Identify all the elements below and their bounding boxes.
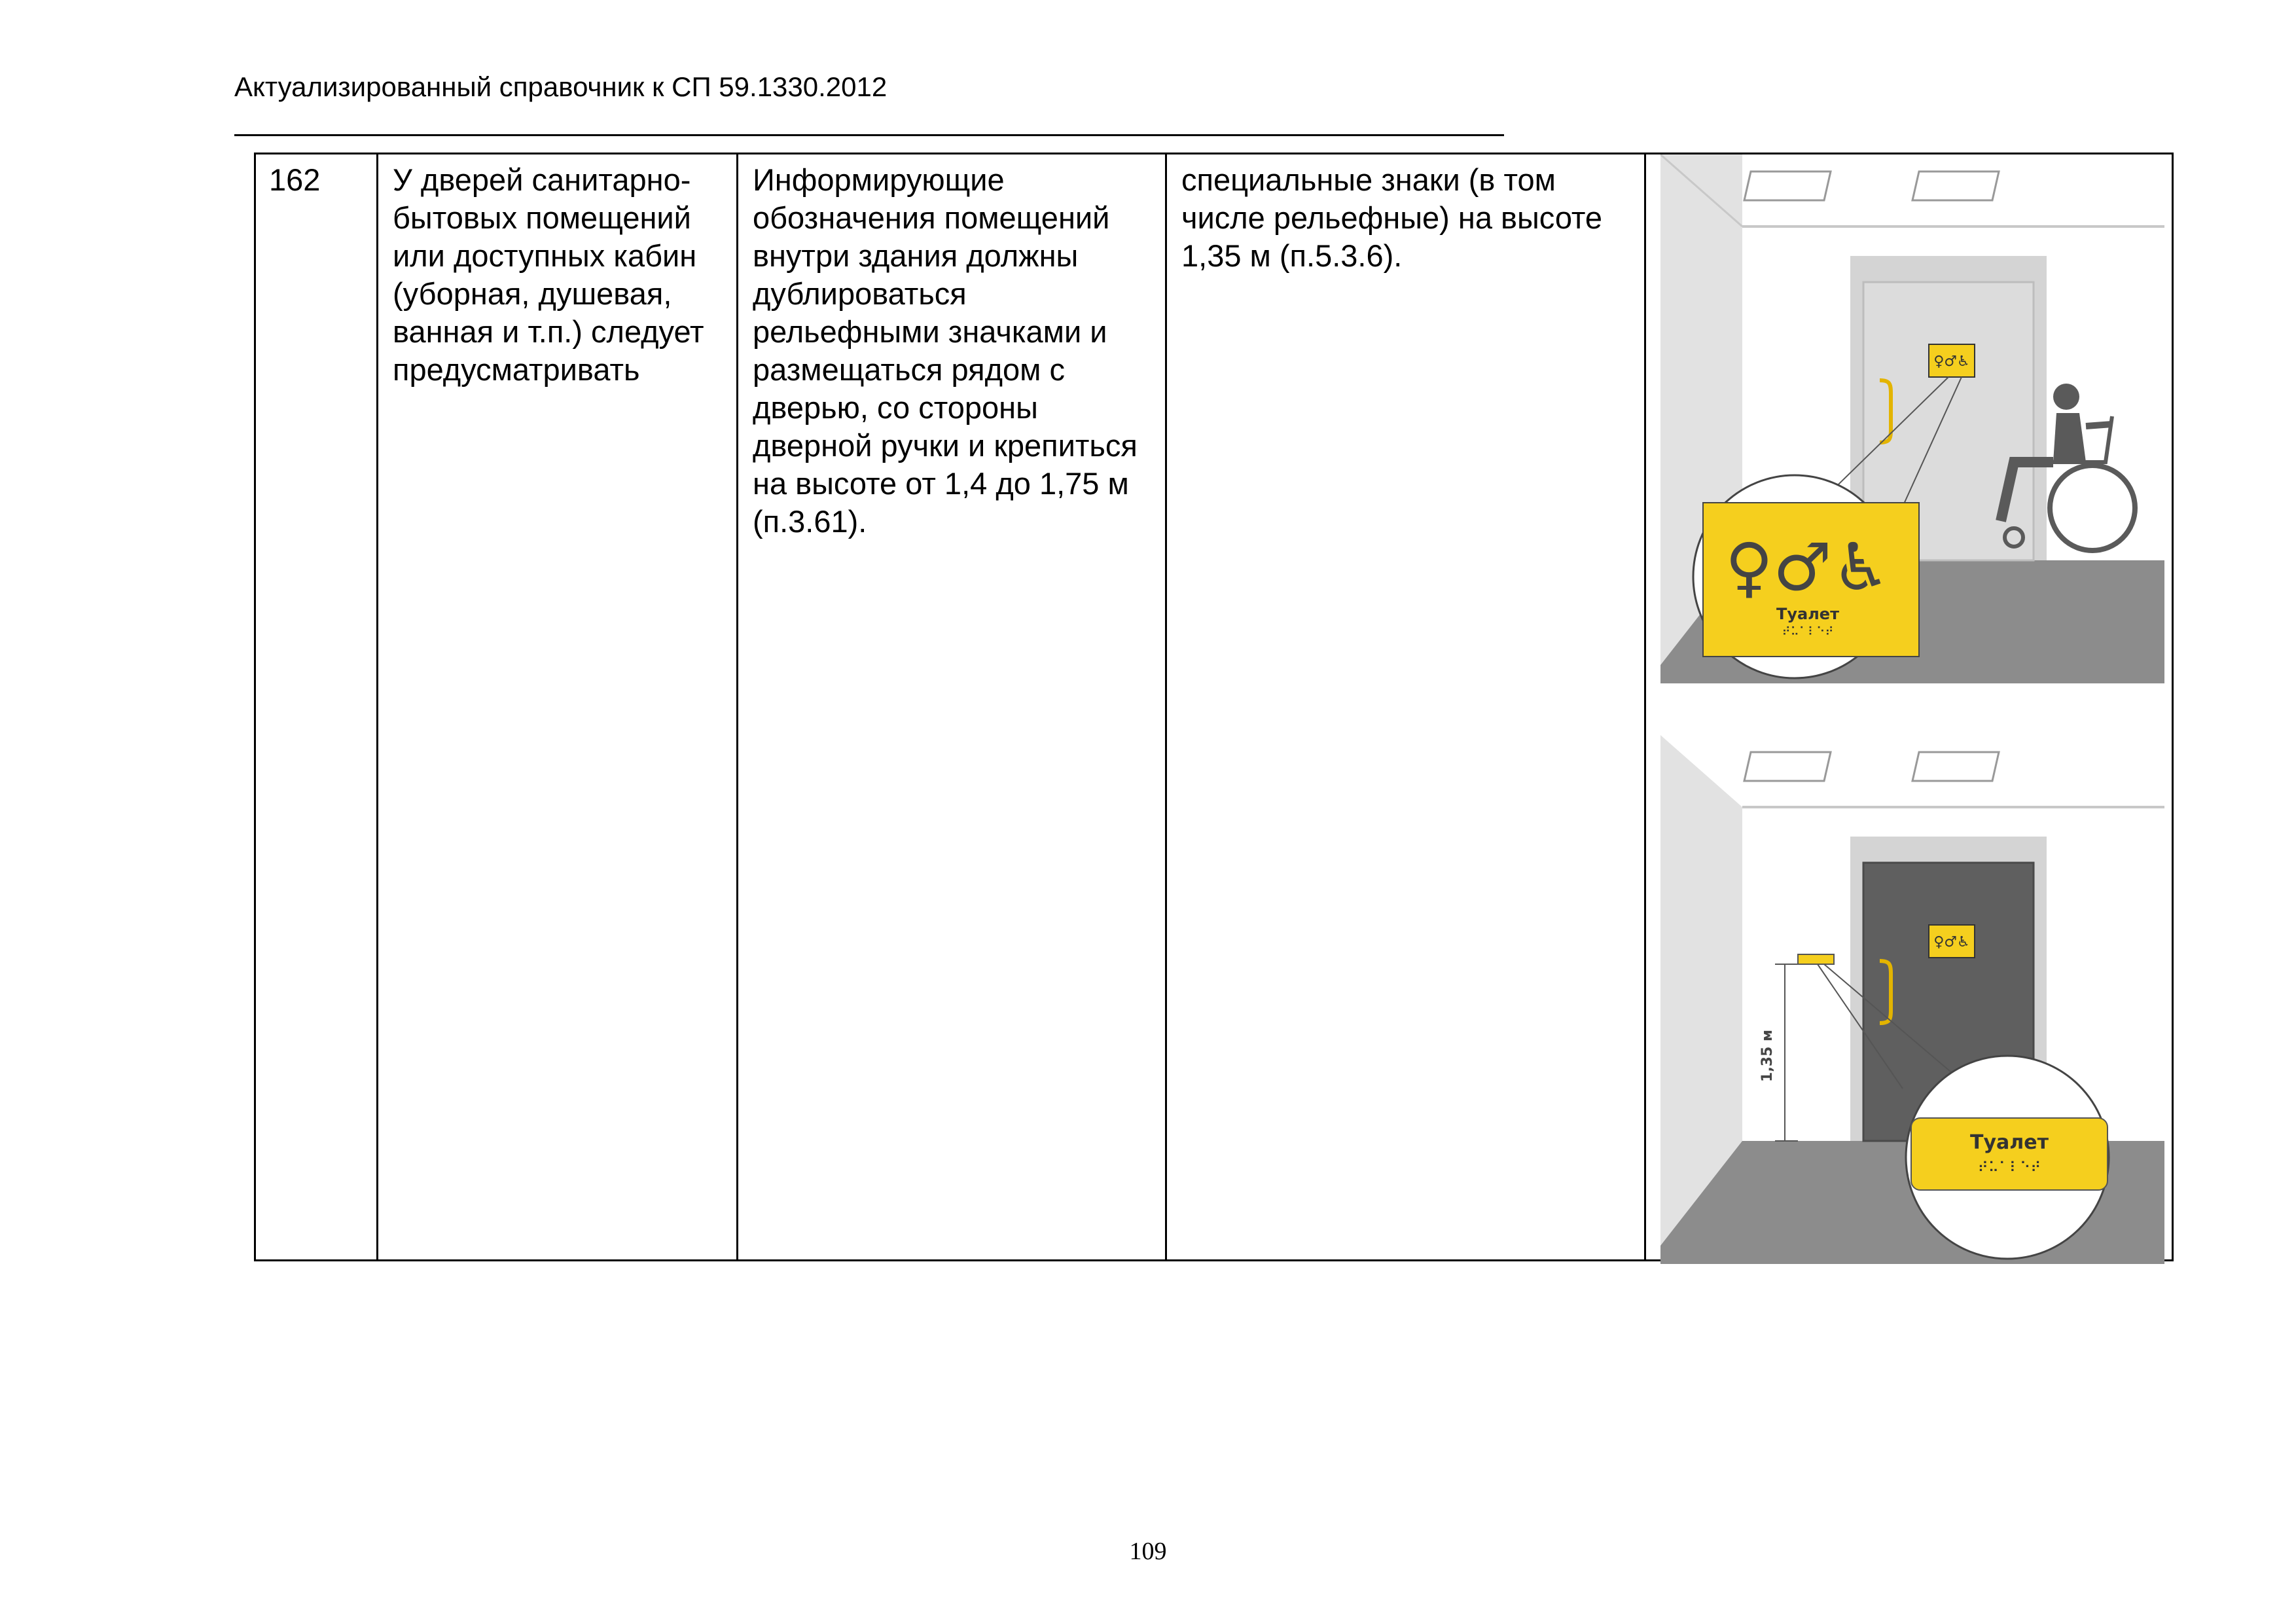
top-sign-label: Туалет bbox=[1776, 605, 1839, 623]
height-dimension-label: 1,35 м bbox=[1759, 1030, 1776, 1082]
solution-text: специальные знаки (в том числе рельефные) на высоте 1,35 м (п.5.3.6). bbox=[1181, 162, 1603, 273]
row-number-cell bbox=[255, 154, 378, 1261]
svg-text:⠞⠥⠁⠇⠑⠞: ⠞⠥⠁⠇⠑⠞ bbox=[1782, 625, 1834, 639]
illustration-top-svg bbox=[1660, 154, 2164, 683]
row-number: 162 bbox=[269, 162, 321, 197]
requirement-cell bbox=[738, 154, 1166, 1261]
illustration-cell bbox=[1645, 154, 2173, 1261]
solution-cell bbox=[1166, 154, 1645, 1261]
svg-text:♀♂♿: ♀♂♿ bbox=[1725, 529, 1891, 605]
svg-text:⠞⠥⠁⠇⠑⠞: ⠞⠥⠁⠇⠑⠞ bbox=[1977, 1160, 2041, 1176]
table-row bbox=[255, 154, 2173, 1261]
svg-text:♀♂♿: ♀♂♿ bbox=[1933, 353, 1970, 370]
location-text: У дверей санитарно-бытовых помещений или доступных кабин (уборная, душевая, ванная и т.п.) следует предусматривать bbox=[393, 162, 704, 387]
svg-text:♀♂♿: ♀♂♿ bbox=[1933, 934, 1970, 950]
bottom-sign-label: Туалет bbox=[1970, 1131, 2049, 1154]
page-number: 109 bbox=[1129, 1538, 1167, 1565]
illustration-door-wall-sign bbox=[1660, 735, 2164, 1264]
requirements-table bbox=[254, 153, 2174, 1261]
illustration-door-sign-wheelchair bbox=[1660, 154, 2164, 683]
location-cell bbox=[378, 154, 738, 1261]
page-header-title: Актуализированный справочник к СП 59.1330.2012 bbox=[234, 71, 888, 102]
header-rule bbox=[234, 134, 1504, 136]
requirement-text: Информирующие обозначения помещений внутри здания должны дублироваться рельефными значками и размещаться рядом с дверью, со стороны дверной ручки и крепиться на высоте от 1,4 до 1,75 м (п.3.61). bbox=[753, 162, 1138, 539]
illustration-bottom-svg bbox=[1660, 735, 2164, 1264]
